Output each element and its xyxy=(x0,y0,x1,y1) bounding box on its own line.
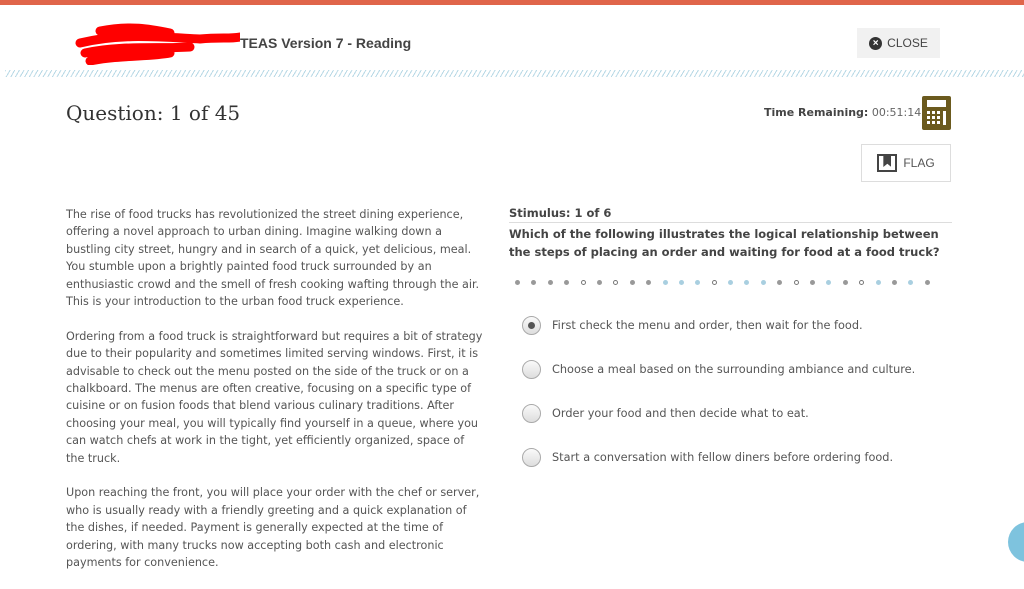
progress-dot[interactable] xyxy=(843,280,848,285)
radio-button[interactable] xyxy=(522,448,541,467)
answer-text: Start a conversation with fellow diners before ordering food. xyxy=(552,451,894,464)
time-remaining xyxy=(764,106,921,119)
chat-widget-button[interactable] xyxy=(1008,522,1024,562)
progress-dot[interactable] xyxy=(531,280,536,285)
bookmark-icon xyxy=(877,154,897,172)
progress-dot[interactable] xyxy=(581,280,586,285)
progress-dot[interactable] xyxy=(663,280,668,285)
progress-dots xyxy=(515,280,930,285)
redaction-scribble xyxy=(70,23,240,65)
flag-button[interactable] xyxy=(861,144,951,182)
header xyxy=(0,5,1024,71)
progress-dot[interactable] xyxy=(925,280,930,285)
progress-dot[interactable] xyxy=(777,280,782,285)
progress-dot[interactable] xyxy=(728,280,733,285)
progress-dot[interactable] xyxy=(646,280,651,285)
progress-dot[interactable] xyxy=(859,280,864,285)
answer-text: First check the menu and order, then wait for the food. xyxy=(552,319,863,332)
progress-dot[interactable] xyxy=(744,280,749,285)
app-title: TEAS Version 7 - Reading xyxy=(240,35,412,51)
stimulus-panel xyxy=(509,206,952,261)
close-button[interactable] xyxy=(857,28,940,58)
radio-button[interactable] xyxy=(522,316,541,335)
answer-option[interactable] xyxy=(522,448,893,467)
progress-dot[interactable] xyxy=(630,280,635,285)
passage-paragraph: The rise of food trucks has revolutionized the street dining experience, offering a novel approach to urban dining. Imagine walking down a bustling city street, hungry and in search of a quick, yet delicious, meal. You stumble upon a brightly painted food truck surrounded by an enthusiastic crowd and the smell of fresh cooking wafting through the air. This is your introduction to the urban food truck experience. xyxy=(66,208,480,309)
progress-dot[interactable] xyxy=(679,280,684,285)
progress-dot[interactable] xyxy=(761,280,766,285)
progress-dot[interactable] xyxy=(564,280,569,285)
question-text: Which of the following illustrates the logical relationship between the steps of placing an order and waiting for food at a food truck? xyxy=(509,227,940,259)
time-label: Time Remaining: xyxy=(764,106,869,119)
answer-option[interactable] xyxy=(522,360,915,379)
reading-passage xyxy=(66,206,486,589)
stimulus-label: Stimulus: 1 of 6 xyxy=(509,206,952,223)
answer-option[interactable] xyxy=(522,404,809,423)
passage-paragraph: Ordering from a food truck is straightforward but requires a bit of strategy due to their popularity and sometimes limited serving windows. First, it is advisable to check out the menu posted on the side of the truck or on a chalkboard. The menus are often creative, focusing on a specific type of cuisine or on fusion foods that blend various culinary traditions. After choosing your meal, you will typically find yourself in a queue, where you can watch chefs at work in the tight, yet efficiently organized, space of the truck. xyxy=(66,329,483,465)
progress-dot[interactable] xyxy=(613,280,618,285)
progress-dot[interactable] xyxy=(548,280,553,285)
header-divider xyxy=(5,70,1024,77)
answer-text: Choose a meal based on the surrounding ambiance and culture. xyxy=(552,363,916,376)
answer-option[interactable] xyxy=(522,316,863,335)
calculator-icon[interactable] xyxy=(922,96,951,130)
progress-dot[interactable] xyxy=(892,280,897,285)
flag-label: FLAG xyxy=(903,156,935,170)
radio-button[interactable] xyxy=(522,360,541,379)
progress-dot[interactable] xyxy=(515,280,520,285)
progress-dot[interactable] xyxy=(712,280,717,285)
question-number: Question: 1 of 45 xyxy=(66,101,241,125)
progress-dot[interactable] xyxy=(794,280,799,285)
progress-dot[interactable] xyxy=(810,280,815,285)
progress-dot[interactable] xyxy=(908,280,913,285)
time-value: 00:51:14 xyxy=(871,106,922,119)
close-label: CLOSE xyxy=(887,36,928,50)
passage-paragraph: Upon reaching the front, you will place your order with the chef or server, who is usually ready with a friendly greeting and a quick explanation of the dishes, if needed. Payment is generally expected at the time of ordering, with many trucks now accepting both cash and electronic payments for convenience. xyxy=(66,486,480,570)
progress-dot[interactable] xyxy=(876,280,881,285)
radio-button[interactable] xyxy=(522,404,541,423)
progress-dot[interactable] xyxy=(597,280,602,285)
answer-text: Order your food and then decide what to eat. xyxy=(552,407,809,420)
progress-dot[interactable] xyxy=(695,280,700,285)
progress-dot[interactable] xyxy=(826,280,831,285)
close-icon: × xyxy=(869,37,882,50)
